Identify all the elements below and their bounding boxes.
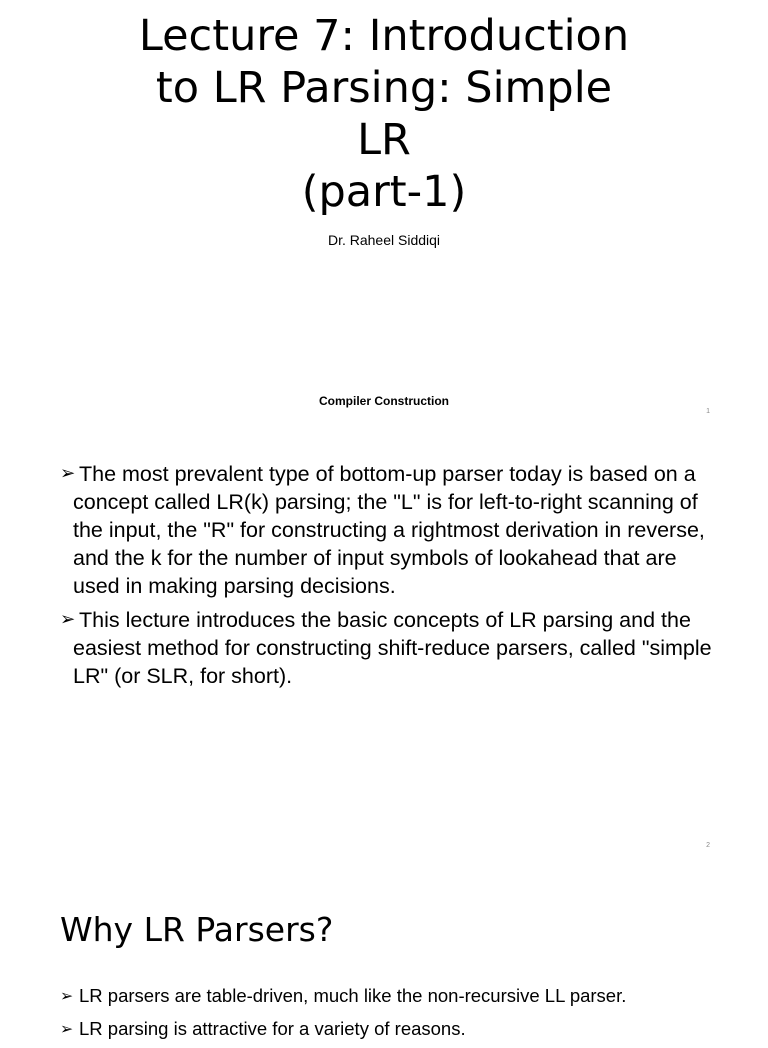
page-number: 2 (706, 842, 710, 849)
bullet-list (60, 460, 720, 696)
content-slide (0, 432, 768, 864)
arrowhead-bullet-icon: ➢ (60, 463, 76, 484)
bullet-item (60, 606, 720, 690)
bullet-list (60, 982, 720, 1048)
bullet-text: LR parsing is attractive for a variety of reasons. (79, 1018, 466, 1039)
title-line: Lecture 7: Introduction (138, 11, 630, 61)
title-slide (0, 0, 768, 432)
title-line: LR (357, 115, 411, 165)
author-name: Dr. Raheel Siddiqi (327, 232, 441, 248)
arrowhead-bullet-icon: ➢ (60, 986, 74, 1005)
slide-title: Why LR Parsers? (60, 910, 334, 949)
course-footer: Compiler Construction (318, 394, 449, 408)
bullet-text: LR parsers are table-driven, much like the non-recursive LL parser. (79, 985, 627, 1006)
bullet-text: This lecture introduces the basic concepts of LR parsing and the easiest method for constructing shift-reduce parsers, called "simple LR" (or SLR, for short). (73, 608, 712, 688)
title-line: (part-1) (301, 167, 467, 217)
title-line: to LR Parsing: Simple (155, 63, 613, 113)
content-slide (0, 864, 768, 1039)
bullet-text: The most prevalent type of bottom-up parser today is based on a concept called LR(k) parsing; the "L" is for left-to-right scanning of the input, the "R" for constructing a rightmost derivation in reverse, and the k for the number of input symbols of lookahead that are used in making parsing decisions. (73, 462, 705, 598)
page-number: 1 (706, 408, 710, 415)
slide-title (64, 10, 704, 218)
arrowhead-bullet-icon: ➢ (60, 1019, 74, 1038)
bullet-item (60, 1015, 720, 1042)
arrowhead-bullet-icon: ➢ (60, 609, 76, 630)
bullet-item (60, 460, 720, 600)
bullet-item (60, 982, 720, 1009)
